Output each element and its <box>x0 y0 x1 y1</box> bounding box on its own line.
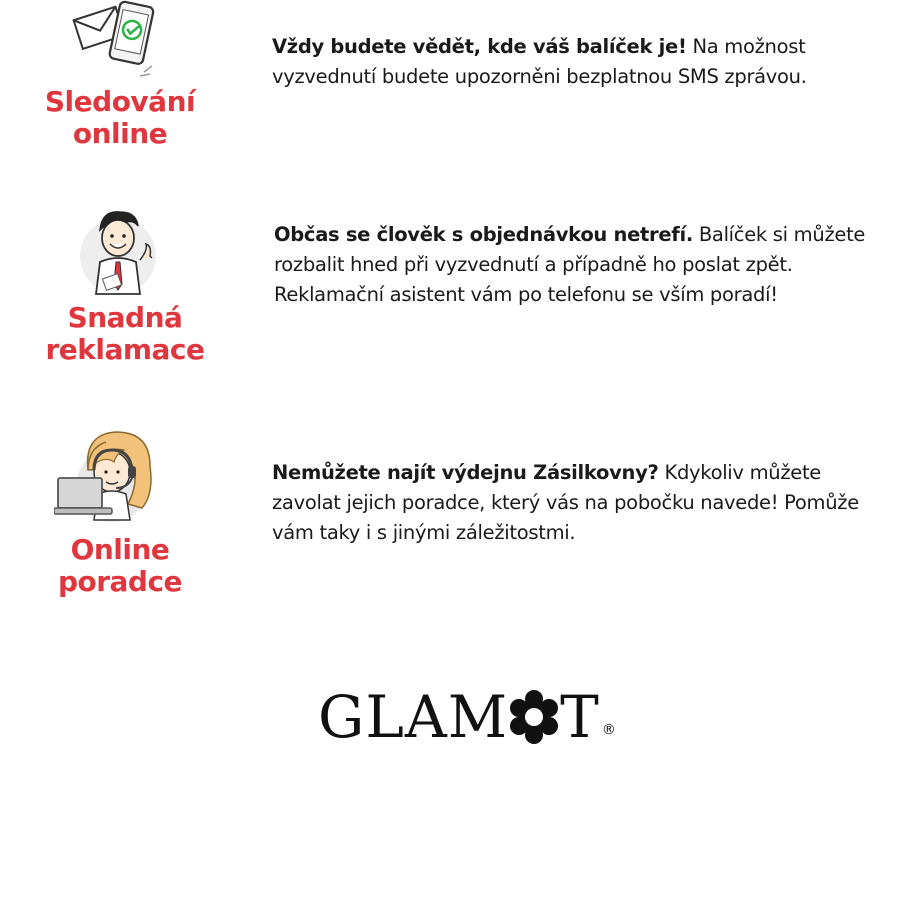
feature-title-line1: Sledování <box>44 85 196 118</box>
feature-title-tracking <box>20 86 220 150</box>
businessman-icon <box>78 200 160 296</box>
phone-envelope-icon <box>72 0 162 80</box>
feature-description-text: Balíček si můžete rozbalit hned při vyzvednutí a případně ho poslat zpět. Reklamační asistent vám po telefonu se vším poradí! <box>274 223 866 306</box>
registered-mark: ® <box>601 722 616 738</box>
feature-title-advisor <box>20 534 220 598</box>
logo-text-part2: T <box>560 683 600 751</box>
feature-title-line1: Online <box>70 533 170 566</box>
support-agent-icon <box>54 424 164 524</box>
feature-title-returns <box>20 302 230 366</box>
feature-description-tracking <box>272 32 872 92</box>
feature-title-line2: poradce <box>57 565 183 598</box>
feature-title-line2: online <box>72 117 168 150</box>
feature-description-bold: Vždy budete vědět, kde váš balíček je! <box>272 35 687 58</box>
logo-flower-icon <box>510 689 558 745</box>
feature-title-line1: Snadná <box>67 301 183 334</box>
feature-description-text: Na možnost vyzvednutí budete upozorněni bezplatnou SMS zprávou. <box>272 35 807 88</box>
feature-description-advisor <box>272 458 872 548</box>
logo-text-part1: GLAM <box>318 683 509 751</box>
feature-description-bold: Nemůžete najít výdejnu Zásilkovny? <box>272 461 659 484</box>
feature-description-text: Kdykoliv můžete zavolat jejich poradce, který vás na pobočku navede! Pomůže vám taky i s jinými záležitostmi. <box>272 461 859 544</box>
feature-description-returns <box>274 220 878 310</box>
brand-logo <box>318 684 616 754</box>
feature-title-line2: reklamace <box>45 333 205 366</box>
feature-description-bold: Občas se člověk s objednávkou netrefí. <box>274 223 693 246</box>
